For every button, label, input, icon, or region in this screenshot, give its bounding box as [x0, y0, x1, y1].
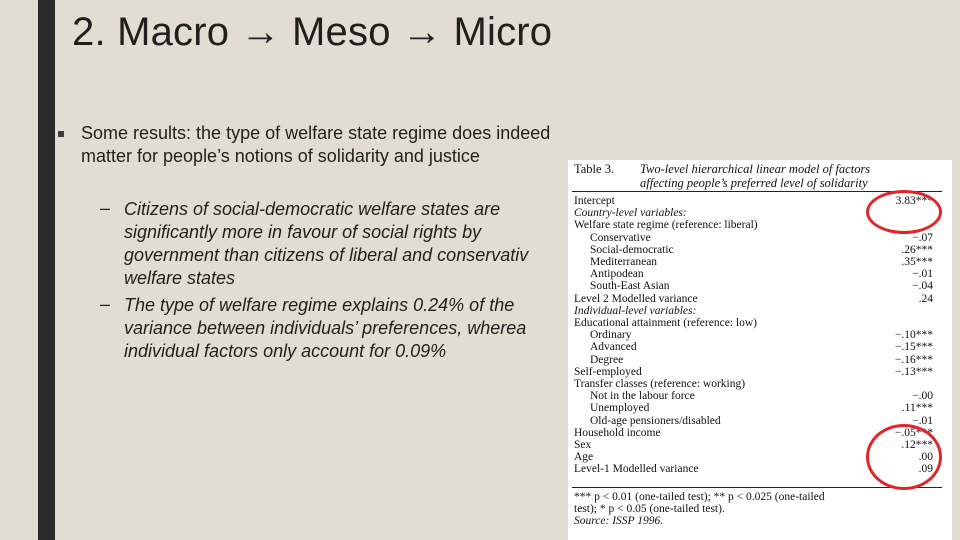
- table-row: [568, 402, 952, 414]
- table-row-label: Conservative: [590, 231, 651, 244]
- table-row-value: 3.83***: [895, 195, 933, 207]
- sub-bullet-1-line: significantly more in favour of social rights by: [124, 222, 482, 242]
- table-row-value: −.10***: [894, 329, 933, 342]
- table-row-label: Educational attainment (reference: low): [574, 317, 757, 329]
- table-row: [568, 305, 952, 317]
- table-row: [568, 354, 952, 366]
- table-row: [568, 256, 952, 268]
- table-row-label: Sex: [574, 439, 592, 451]
- table-row: [568, 293, 952, 305]
- table-row-value: .26***: [901, 243, 933, 256]
- slide-title: 2. Macro → Meso → Micro: [72, 10, 553, 54]
- table-row-label: Individual-level variables:: [574, 304, 697, 317]
- table-row-value: −.05***: [894, 426, 933, 439]
- table-caption-line-1: Two-level hierarchical linear model of factors: [640, 162, 871, 176]
- table-row-label: Age: [574, 451, 594, 464]
- table-row-value: −.00: [912, 390, 933, 403]
- table-rule-bottom: [572, 487, 942, 488]
- table-row-value: −.07: [912, 231, 933, 244]
- table-row-label: Country-level variables:: [574, 207, 687, 220]
- sub-bullet-2-line: The type of welfare regime explains 0.24% of the: [124, 295, 515, 315]
- table-row-label: Level-1 Modelled variance: [574, 463, 699, 476]
- table-row-value: −.13***: [894, 365, 933, 378]
- table-row: [568, 280, 952, 292]
- table-row-value: −.04: [912, 280, 933, 293]
- sub-bullet-dash: –: [100, 294, 111, 314]
- sub-bullet-1: [124, 198, 584, 290]
- sub-bullet-1-line: welfare states: [124, 268, 236, 288]
- table-row-value: −.01: [912, 268, 933, 281]
- table-row: [568, 378, 952, 390]
- table-label: Table 3.: [574, 162, 615, 176]
- table-row-label: Unemployed: [590, 402, 650, 415]
- table-row-value: −.01: [912, 414, 933, 427]
- table-row-label: Self-employed: [574, 365, 642, 378]
- table-row-label: Level 2 Modelled variance: [574, 292, 698, 305]
- table-row: [568, 366, 952, 378]
- table-row-value: .12***: [901, 439, 933, 451]
- table-row-value: .00: [918, 451, 933, 464]
- regression-table-image: [568, 160, 952, 540]
- sub-bullet-2-line: individual factors only account for 0.09%: [124, 341, 447, 361]
- table-row-value: −.16***: [894, 353, 933, 366]
- table-row-label: Not in the labour force: [590, 390, 695, 403]
- table-row-label: Advanced: [590, 341, 637, 354]
- table-source: Source: ISSP 1996.: [574, 515, 664, 527]
- table-row: [568, 244, 952, 256]
- table-note: *** p < 0.01 (one-tailed test); ** p < 0.025 (one-tailed: [574, 491, 825, 503]
- table-row-value: .09: [918, 463, 933, 476]
- table-row: [568, 390, 952, 402]
- table-row-label: Transfer classes (reference: working): [574, 378, 746, 390]
- table-row-label: Degree: [590, 353, 624, 366]
- table-row-label: Old-age pensioners/disabled: [590, 414, 721, 427]
- table-row: [568, 341, 952, 353]
- table-row-label: South-East Asian: [590, 280, 670, 293]
- table-row-label: Antipodean: [590, 268, 644, 281]
- main-bullet-text: Some results: the type of welfare state regime does indeed matter for people’s notions of solidarity and justice: [81, 123, 551, 166]
- highlight-circle-intercept: [866, 190, 942, 234]
- table-row-label: Household income: [574, 426, 661, 439]
- table-row-label: Welfare state regime (reference: liberal): [574, 219, 758, 232]
- table-caption: [574, 162, 948, 190]
- slide-left-bar: [38, 0, 55, 540]
- table-row: [568, 329, 952, 341]
- table-row-label: Intercept: [574, 195, 615, 207]
- table-row: [568, 317, 952, 329]
- table-row-label: Mediterranean: [590, 256, 658, 268]
- sub-bullet-2: [124, 294, 584, 363]
- table-row-label: Ordinary: [590, 329, 632, 342]
- sub-bullet-1-line: Citizens of social-democratic welfare states are: [124, 199, 501, 219]
- table-caption-line-2: affecting people’s preferred level of solidarity: [640, 176, 868, 190]
- sub-bullet-1-line: government than citizens of liberal and conservativ: [124, 245, 529, 265]
- table-row-label: Social-democratic: [590, 243, 674, 256]
- highlight-circle-income: [866, 424, 942, 490]
- bullet-marker: [58, 131, 64, 137]
- table-row-value: .24: [918, 292, 933, 305]
- sub-bullet-2-line: variance between individuals’ preferences, wherea: [124, 318, 527, 338]
- table-row-value: −.15***: [894, 341, 933, 354]
- table-row-value: .35***: [901, 256, 933, 268]
- sub-bullet-dash: –: [100, 198, 111, 218]
- table-note: test); * p < 0.05 (one-tailed test).: [574, 503, 725, 515]
- table-row-value: .11***: [901, 402, 933, 415]
- table-row: [568, 268, 952, 280]
